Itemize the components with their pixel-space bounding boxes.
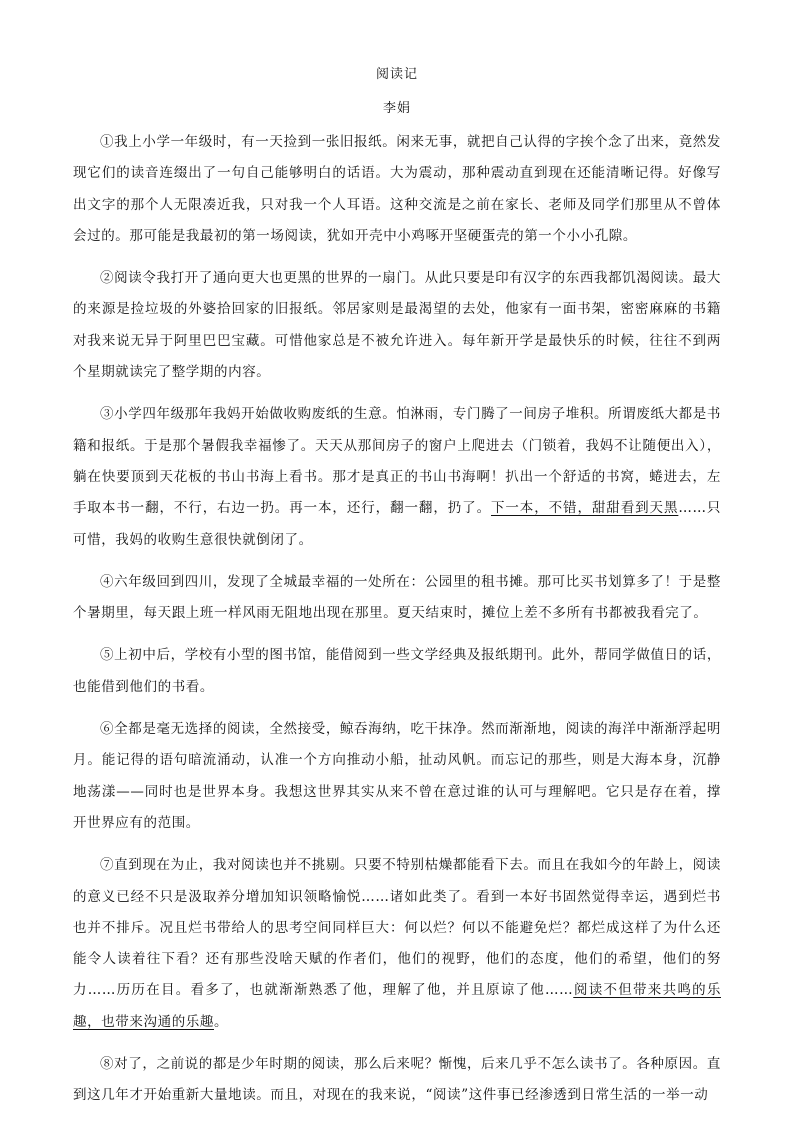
paragraph-4: ④六年级回到四川，发现了全城最幸福的一处所在：公园里的租书摊。那可比买书划算多了！于是整个暑期里，每天跟上班一样风雨无阻地出现在那里。夏天结束时，摊位上差不多所有书都被我看完了。 <box>73 573 721 622</box>
underlined-sentence-2: 阅读不但带来共鸣的乐趣，也带来沟通的乐趣 <box>73 982 721 1030</box>
article-body <box>73 127 721 1123</box>
paragraph-8: ⑧对了，之前说的都是少年时期的阅读，那么后来呢？惭愧，后来几乎不怎么读书了。各种原因。直到这几年才开始重新大量地读。而且，对现在的我来说，“阅读”这件事已经渗透到日常生活的一举一动 <box>73 1056 721 1104</box>
paragraph-6: ⑥全都是毫无选择的阅读，全然接受，鲸吞海纳，吃干抹净。然而渐渐地，阅读的海洋中渐渐浮起明月。能记得的语句暗流涌动，认准一个方向推动小船，扯动风帆。而忘记的那些，则是大海本身，沉静地荡漾——同时也是世界本身。我想这世界其实从来不曾在意过谁的认可与理解吧。它只是存在着，撑开世界应有的范围。 <box>73 721 721 831</box>
paragraph-3-text: ③小学四年级那年我妈开始做收购废纸的生意。怕淋雨，专门腾了一间房子堆积。所谓废纸大都是书籍和报纸。于是那个暑假我幸福惨了。天天从那间房子的窗户上爬进去（门锁着，我妈不让随便出入），躺在快要顶到天花板的书山书海上看书。那才是真正的书山书海啊！扒出一个舒适的书窝，蜷进去，左手取本书一翻，不行，右边一扔。再一本，还行，翻一翻，扔了。 <box>73 406 721 517</box>
paragraph-2: ②阅读令我打开了通向更大也更黑的世界的一扇门。从此只要是印有汉字的东西我都饥渴阅读。最大的来源是捡垃圾的外婆拾回家的旧报纸。邻居家则是最渴望的去处，他家有一面书架，密密麻麻的书籍对我来说无异于阿里巴巴宝藏。可惜他家总是不被允许进入。每年新开学是最快乐的时候，往往不到两个星期就读完了整学期的内容。 <box>73 270 721 381</box>
paragraph-1: ①我上小学一年级时，有一天捡到一张旧报纸。闲来无事，就把自己认得的字挨个念了出来，竟然发现它们的读音连缀出了一句自己能够明白的话语。大为震动，那种震动直到现在还能清晰记得。好像写出文字的那个人无限凑近我，只对我一个人耳语。这种交流是之前在家长、老师及同学们那里从不曾体会过的。那可能是我最初的第一场阅读，犹如开壳中小鸡啄开坚硬蛋壳的第一个小小孔隙。 <box>73 134 721 244</box>
paragraph-3 <box>73 399 721 555</box>
paragraph-7 <box>73 850 721 1038</box>
article-title: 阅读记 <box>375 67 418 82</box>
underlined-sentence-1: 下一本，不错，甜甜看到天黑 <box>490 500 679 517</box>
paragraph-3-tail: ……只可惜，我妈的收购生意很快就倒闭了。 <box>73 500 721 548</box>
article-author: 李娟 <box>382 101 411 116</box>
paragraph-5: ⑤上初中后，学校有小型的图书馆，能借阅到一些文学经典及报纸期刊。此外，帮同学做值日的话，也能借到他们的书看。 <box>73 647 721 695</box>
paragraph-7-tail: 。 <box>214 1013 229 1030</box>
paragraph-7-text: ⑦直到现在为止，我对阅读也并不挑剔。只要不特别枯燥都能看下去。而且在我如今的年龄上，阅读的意义已经不只是汲取养分增加知识领略愉悦……诸如此类了。看到一本好书固然觉得幸运，遇到烂书也并不排斥。况且烂书带给人的思考空间同样巨大：何以烂？何以不能避免烂？都烂成这样了为什么还能令人读着往下看？还有那些没啥天赋的作者们，他们的视野，他们的态度，他们的希望，他们的努力……历历在目。看多了，也就渐渐熟悉了他，理解了他，并且原谅了他…… <box>73 857 721 999</box>
